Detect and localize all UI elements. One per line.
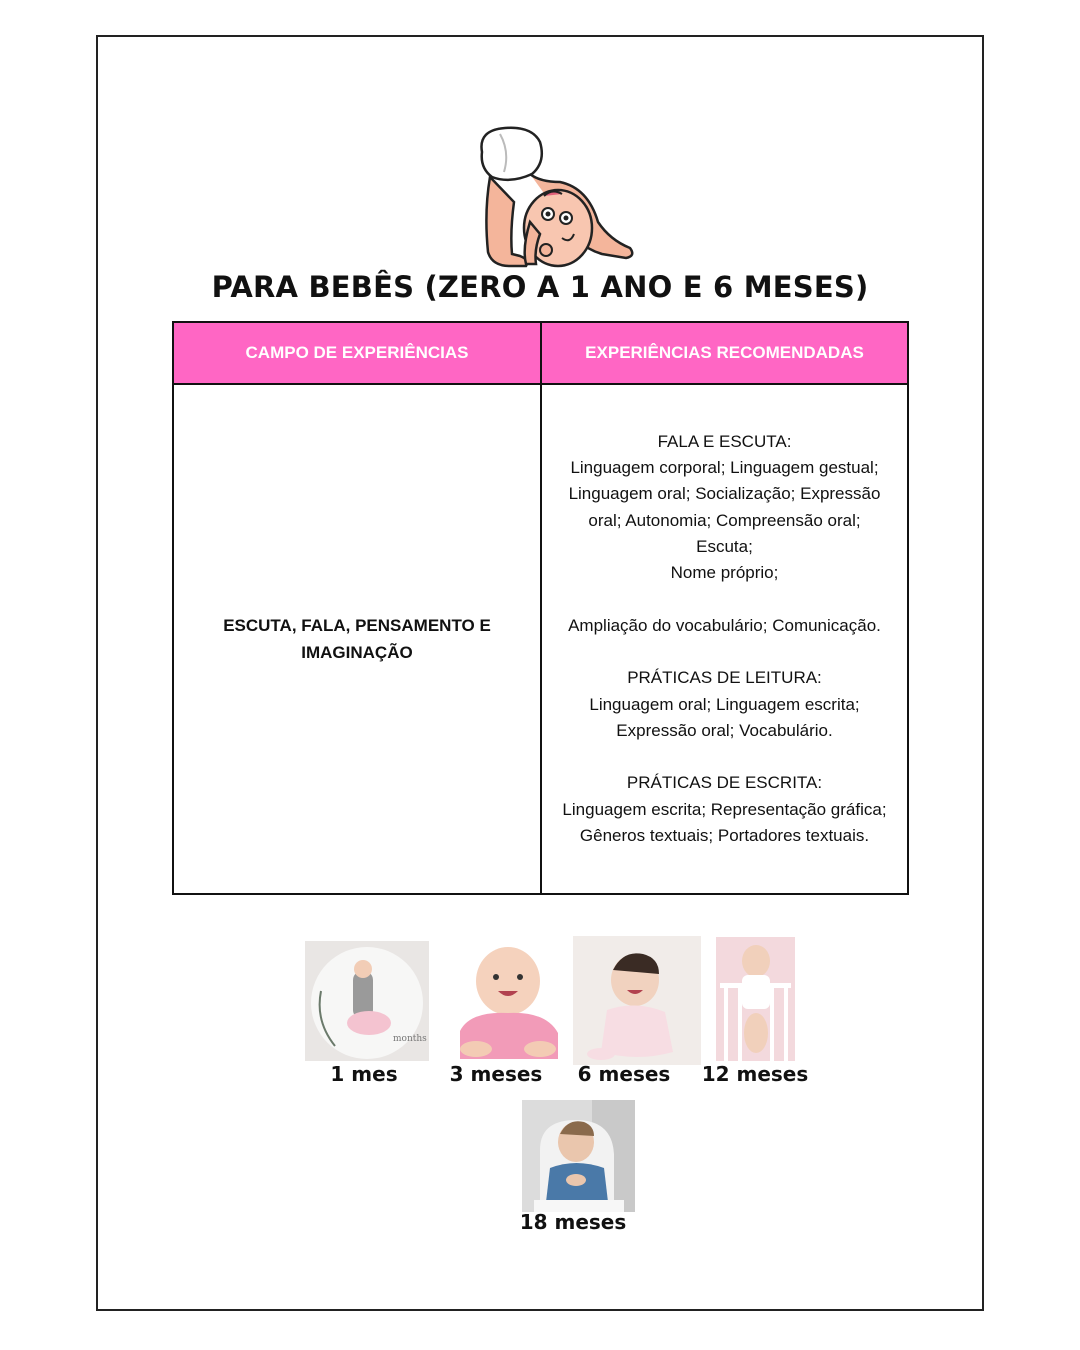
toddler-high-chair-photo-icon <box>522 1100 635 1212</box>
baby-in-crib-photo-icon <box>716 937 795 1061</box>
sitting-baby-photo-icon <box>573 936 701 1065</box>
caption-6-meses: 6 meses <box>577 1062 671 1086</box>
svg-text:months: months <box>393 1034 427 1044</box>
caption-3-meses: 3 meses <box>449 1062 543 1086</box>
caption-1-mes: 1 mes <box>330 1062 398 1086</box>
recommended-cell: FALA E ESCUTA: Linguagem corporal; Linguagem gestual; Linguagem oral; Socialização; Expressão oral; Autonomia; Compreensão oral; Escuta; Nome próprio; Ampliação do vocabulário; Comunicação. PRÁTICAS DE LEITURA: Linguagem oral; Linguagem escrita; Expressão oral; Vocabulário. PRÁTICAS DE ESCRITA: Linguagem escrita; Representação gráfica; Gêneros textuais; Portadores textuais. <box>541 384 908 894</box>
table-header-row <box>173 322 908 384</box>
baby-headstand-illustration-icon <box>470 122 640 272</box>
page-title: PARA BEBÊS (ZERO A 1 ANO E 6 MESES) <box>211 270 869 304</box>
caption-12-meses: 12 meses <box>701 1062 809 1086</box>
field-cell: ESCUTA, FALA, PENSAMENTO E IMAGINAÇÃO <box>173 384 541 894</box>
header-recommended: EXPERIÊNCIAS RECOMENDADAS <box>541 322 908 384</box>
smiling-baby-pink-photo-icon <box>450 941 565 1061</box>
baby-on-monthly-blanket-photo-icon <box>305 941 429 1061</box>
experiences-table <box>172 321 909 895</box>
header-field: CAMPO DE EXPERIÊNCIAS <box>173 322 541 384</box>
caption-18-meses: 18 meses <box>519 1210 627 1234</box>
table-row <box>173 384 908 894</box>
